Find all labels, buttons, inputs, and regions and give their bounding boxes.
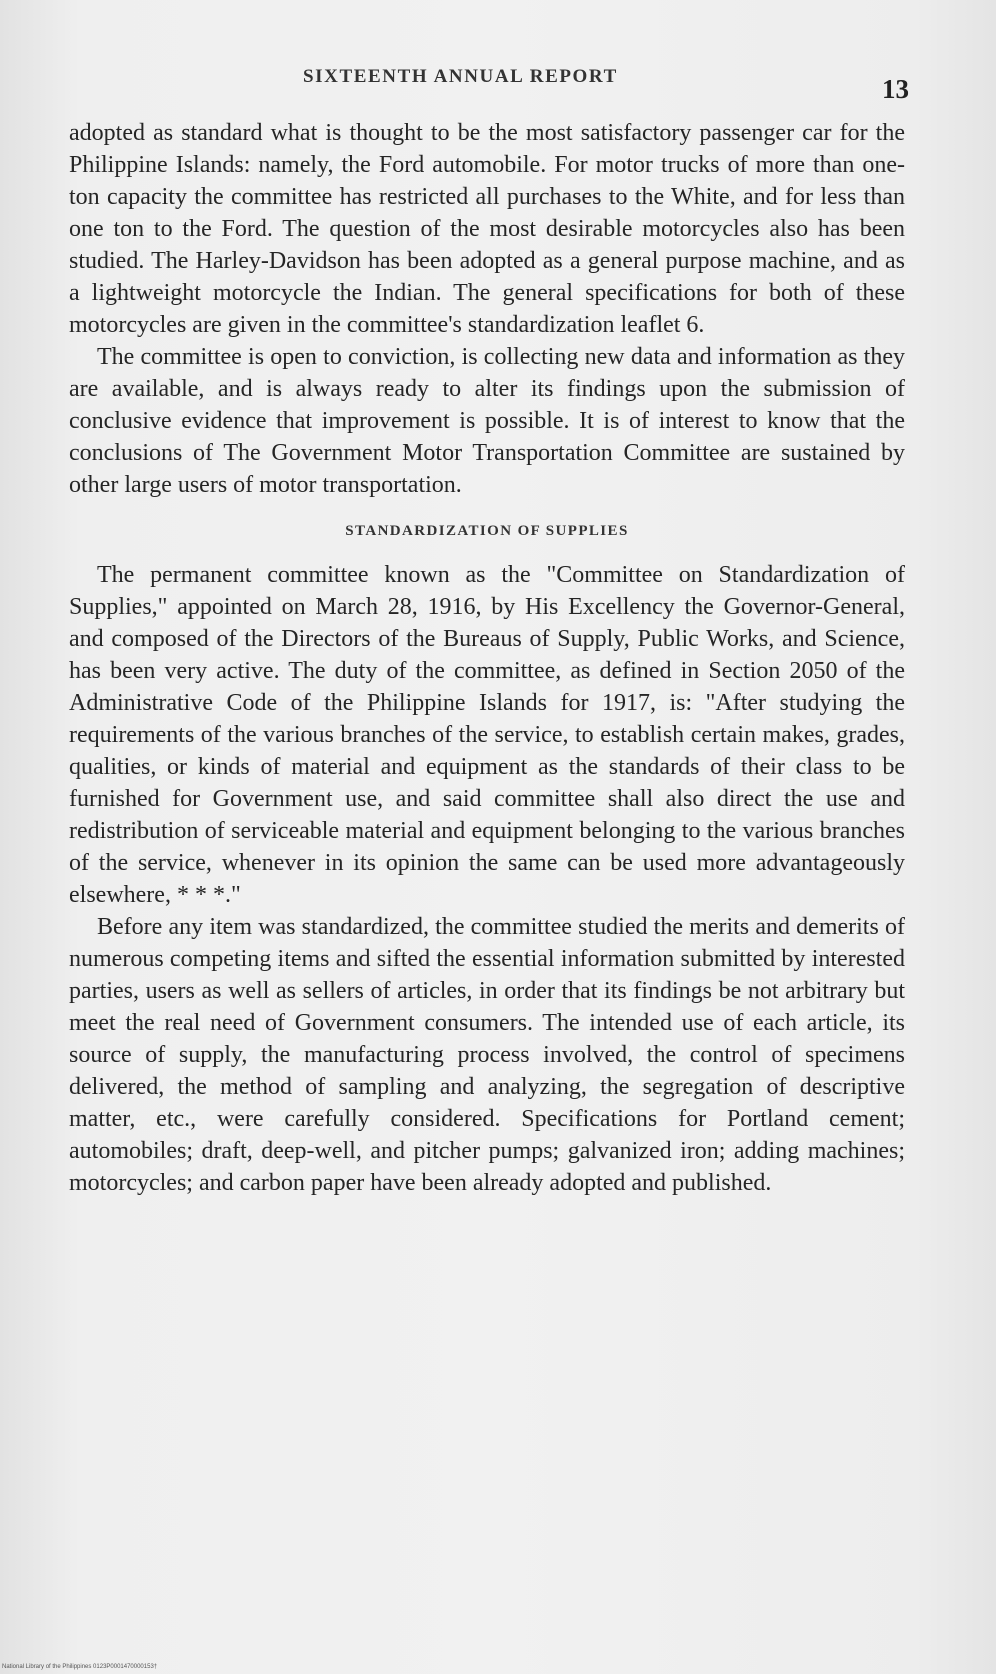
scan-footer-note: National Library of the Philippines 0123P0001470000153† [2,1664,158,1670]
body-text [69,117,905,1199]
paragraph: The committee is open to conviction, is collecting new data and information as they are available, and is always ready to alter its findings upon the submission of conclusive evidence that improvement is possible. It is of interest to know that the conclusions of The Government Motor Transportation Committee are sustained by other large users of motor transportation. [69,344,905,498]
page-number: 13 [882,74,909,104]
paragraph-continued: adopted as standard what is thought to be the most satisfactory passenger car for the Philippine Islands: namely, the Ford automobile. For motor trucks of more than one-ton capacity the committee has restricted all purchases to the White, and for less than one ton to the Ford. The question of the most desirable motorcycles also has been studied. The Harley-Davidson has been adopted as a general purpose machine, and as a lightweight motorcycle the Indian. The general specifications for both of these motorcycles are given in the committee's standardization leaflet 6. [69,120,905,338]
paragraph: Before any item was standardized, the committee studied the merits and demerits of numerous competing items and sifted the essential information submitted by interested parties, users as well as sellers of articles, in order that its findings be not arbitrary but meet the real need of Government consumers. The intended use of each article, its source of supply, the manufacturing process involved, the control of specimens delivered, the method of sampling and analyzing, the segregation of descriptive matter, etc., were carefully considered. Specifications for Portland cement; automobiles; draft, deep-well, and pitcher pumps; galvanized iron; adding machines; motorcycles; and carbon paper have been already adopted and published. [69,914,905,1196]
running-title: SIXTEENTH ANNUAL REPORT [303,66,618,87]
paragraph: The permanent committee known as the "Committee on Standardization of Supplies," appointed on March 28, 1916, by His Excellency the Governor-General, and composed of the Directors of the Bureaus of Supply, Public Works, and Science, has been very active. The duty of the committee, as defined in Section 2050 of the Administrative Code of the Philippine Islands for 1917, is: "After studying the requirements of the various branches of the service, to establish certain makes, grades, qualities, or kinds of material and equipment as the standards of their class to be furnished for Government use, and said committee shall also direct the use and redistribution of serviceable material and equipment belonging to the various branches of the service, whenever in its opinion the same can be used more advantageously elsewhere, * * *." [69,562,905,908]
section-heading: STANDARDIZATION OF SUPPLIES [345,523,629,539]
